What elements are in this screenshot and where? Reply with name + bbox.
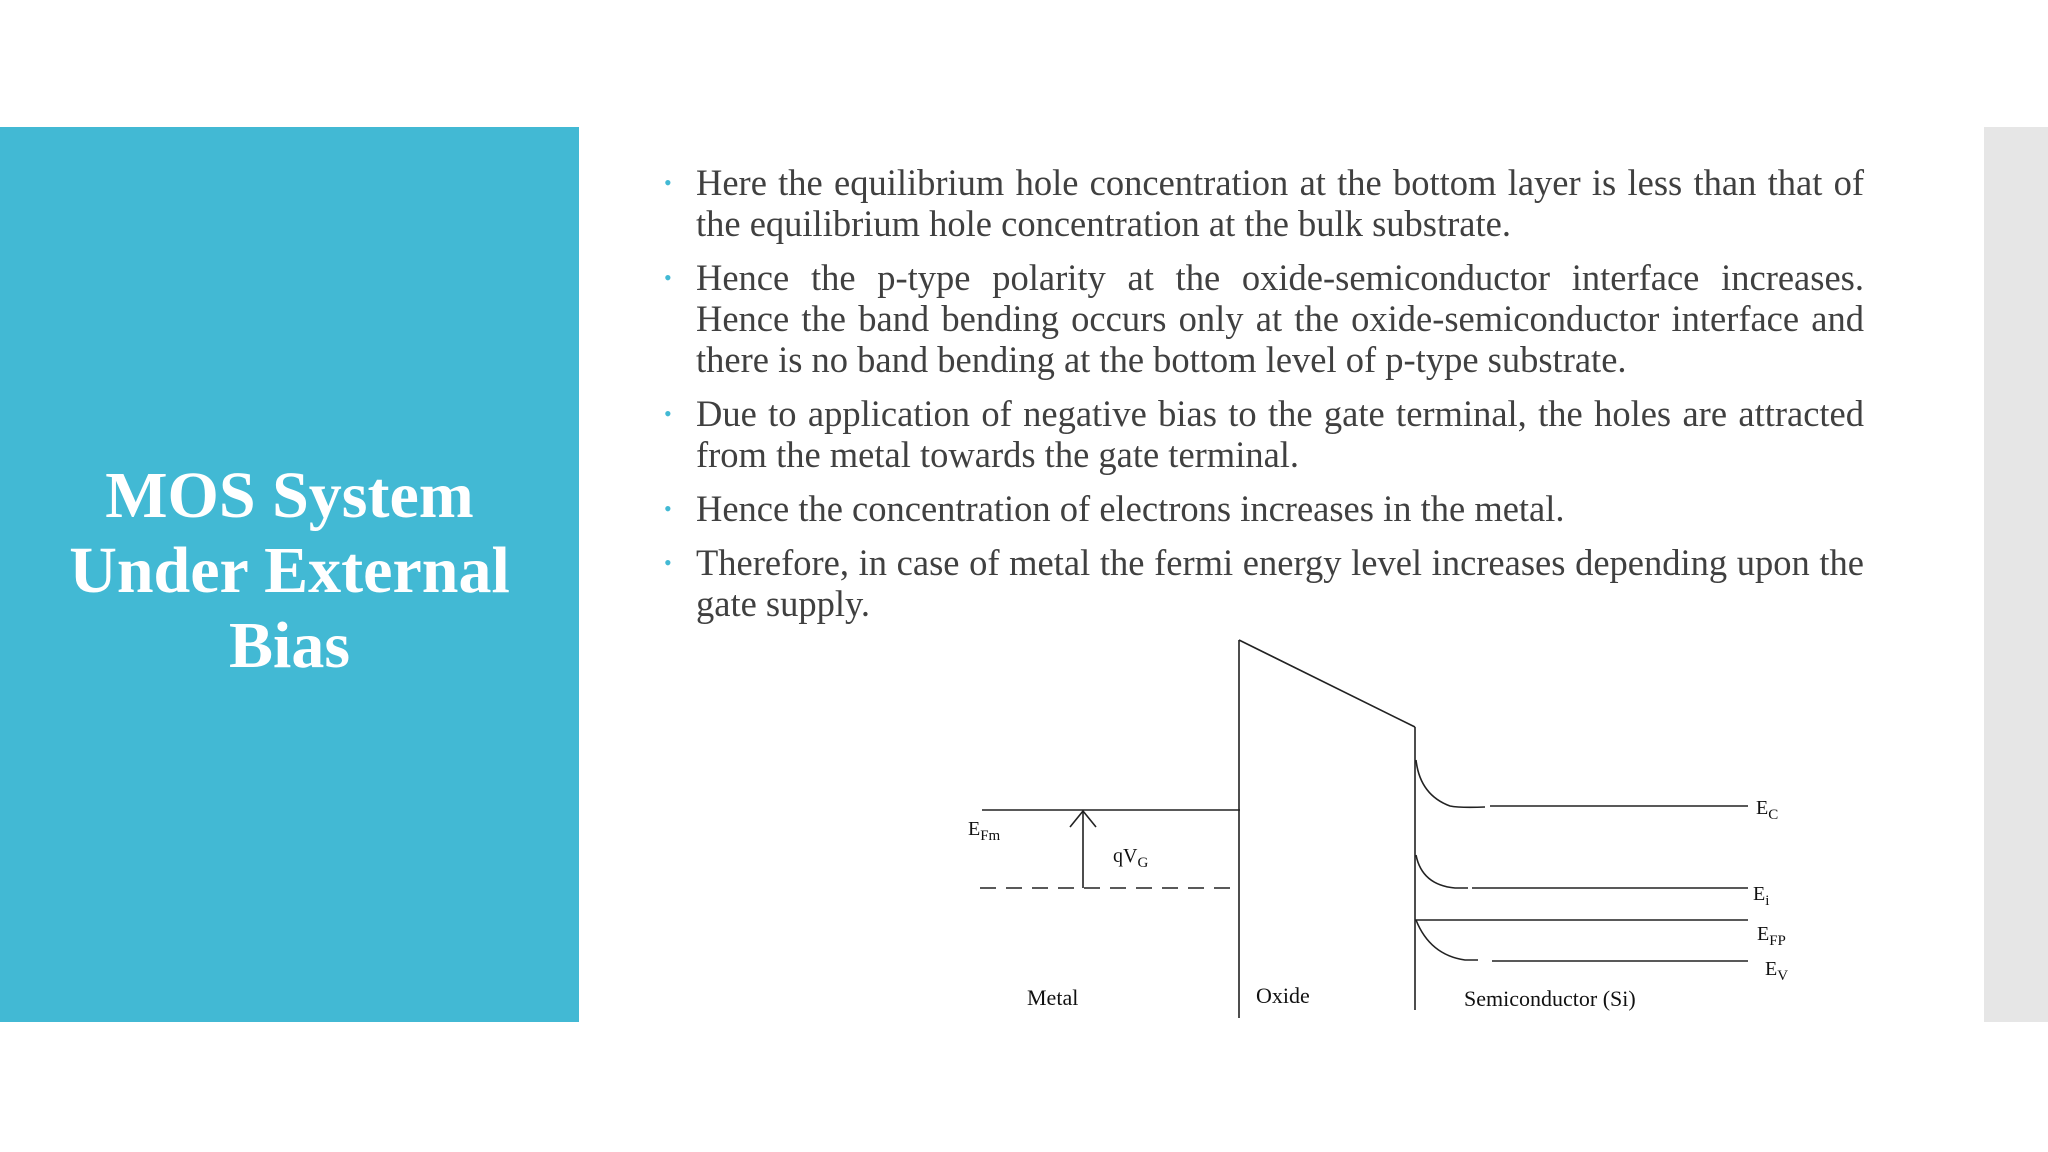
- title-line-1: MOS System: [105, 459, 474, 532]
- bullet-text: Due to application of negative bias to the gate terminal, the holes are attracted from the metal towards the gate terminal.: [696, 393, 1864, 475]
- band-diagram: [950, 630, 1810, 1022]
- bullet-item: [660, 162, 1864, 244]
- title-line-3: Bias: [228, 609, 351, 682]
- ev-band-bending: [1416, 920, 1478, 960]
- bullet-dot-icon: •: [664, 401, 672, 426]
- bullet-text: Therefore, in case of metal the fermi energy level increases depending upon the gate supply.: [696, 542, 1864, 624]
- bullet-dot-icon: •: [664, 170, 672, 195]
- title-line-2: Under External: [69, 534, 510, 607]
- label-metal: Metal: [1027, 985, 1079, 1010]
- bullet-item: [660, 542, 1864, 624]
- oxide-barrier-slope: [1239, 640, 1415, 727]
- label-qvg: $qV_G$: [1113, 845, 1149, 871]
- bullet-text: Here the equilibrium hole concentration at the bottom layer is less than that of the equilibrium hole concentration at the bulk substrate.: [696, 162, 1864, 244]
- slide-title: [69, 458, 510, 691]
- bullet-dot-icon: •: [664, 550, 672, 575]
- label-oxide: Oxide: [1256, 983, 1310, 1008]
- right-edge-strip: [1984, 127, 2048, 1022]
- bullet-text: Hence the concentration of electrons increases in the metal.: [696, 488, 1565, 529]
- label-ei: $E_i$: [1753, 883, 1770, 909]
- ec-band-bending: [1416, 760, 1485, 807]
- label-semiconductor: Semiconductor (Si): [1464, 986, 1636, 1011]
- bullet-item: [660, 488, 1864, 529]
- ei-band-bending: [1416, 855, 1468, 888]
- bullet-text: Hence the p-type polarity at the oxide-semiconductor interface increases. Hence the band bending occurs only at the oxide-semiconductor interface and there is no band bending at the bottom level of p-type substrate.: [696, 257, 1864, 380]
- title-panel: [0, 127, 579, 1022]
- bullet-dot-icon: •: [664, 265, 672, 290]
- label-ec: $E_C$: [1756, 797, 1779, 823]
- label-efm: $E_{Fm}$: [968, 818, 1001, 844]
- bullet-item: [660, 393, 1864, 475]
- bullet-item: [660, 257, 1864, 380]
- bullet-dot-icon: •: [664, 496, 672, 521]
- label-ev: $E_V$: [1765, 958, 1789, 984]
- bullet-list: [660, 162, 1864, 637]
- label-efp: $E_{FP}$: [1757, 923, 1786, 949]
